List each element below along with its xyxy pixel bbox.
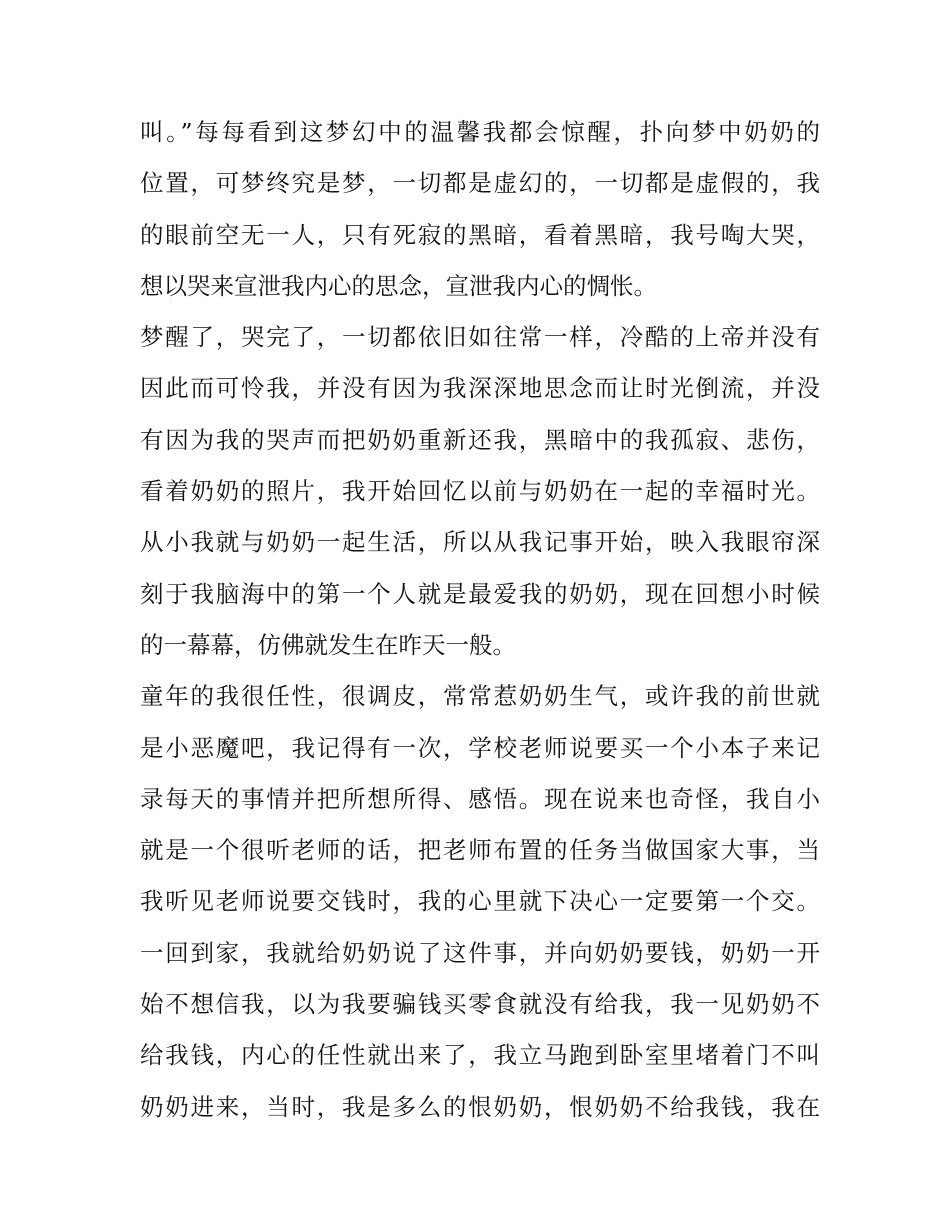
text-line: 刻于我脑海中的第一个人就是最爱我的奶奶，现在回想小时候 [140,579,820,608]
text-line: 因此而可怜我，并没有因为我深深地思念而让时光倒流，并没 [140,374,820,403]
body-text [140,107,820,1133]
text-line: 的眼前空无一人，只有死寂的黑暗，看着黑暗，我号啕大哭， [140,220,820,249]
text-line: 有因为我的哭声而把奶奶重新还我，黑暗中的我孤寂、悲伤， [140,425,820,454]
text-line: 一回到家，我就给奶奶说了这件事，并向奶奶要钱，奶奶一开 [140,938,820,967]
text-line: 想以哭来宣泄我内心的思念，宣泄我内心的惆怅。 [140,271,657,300]
text-line: 的一幕幕，仿佛就发生在昨天一般。 [140,630,516,659]
text-line: 奶奶进来，当时，我是多么的恨奶奶，恨奶奶不给我钱，我在 [140,1092,820,1121]
text-line: 就是一个很听老师的话，把老师布置的任务当做国家大事，当 [140,836,820,865]
text-line: 我听见老师说要交钱时，我的心里就下决心一定要第一个交。 [140,887,820,916]
text-line: 童年的我很任性，很调皮，常常惹奶奶生气，或许我的前世就 [140,682,820,711]
text-line: 录每天的事情并把所想所得、感悟。现在说来也奇怪，我自小 [140,784,820,813]
text-line: 叫。”每每看到这梦幻中的温馨我都会惊醒，扑向梦中奶奶的 [140,118,820,146]
text-line: 从小我就与奶奶一起生活，所以从我记事开始，映入我眼帘深 [140,528,820,557]
text-line: 位置，可梦终究是梦，一切都是虚幻的，一切都是虚假的，我 [140,169,820,198]
text-line: 给我钱，内心的任性就出来了，我立马跑到卧室里堵着门不叫 [140,1041,820,1070]
text-line: 看着奶奶的照片，我开始回忆以前与奶奶在一起的幸福时光。 [140,477,820,506]
text-line: 始不想信我，以为我要骗钱买零食就没有给我，我一见奶奶不 [140,990,820,1019]
text-line: 梦醒了，哭完了，一切都依旧如往常一样，冷酷的上帝并没有 [140,323,820,352]
text-line: 是小恶魔吧，我记得有一次，学校老师说要买一个小本子来记 [140,733,820,762]
